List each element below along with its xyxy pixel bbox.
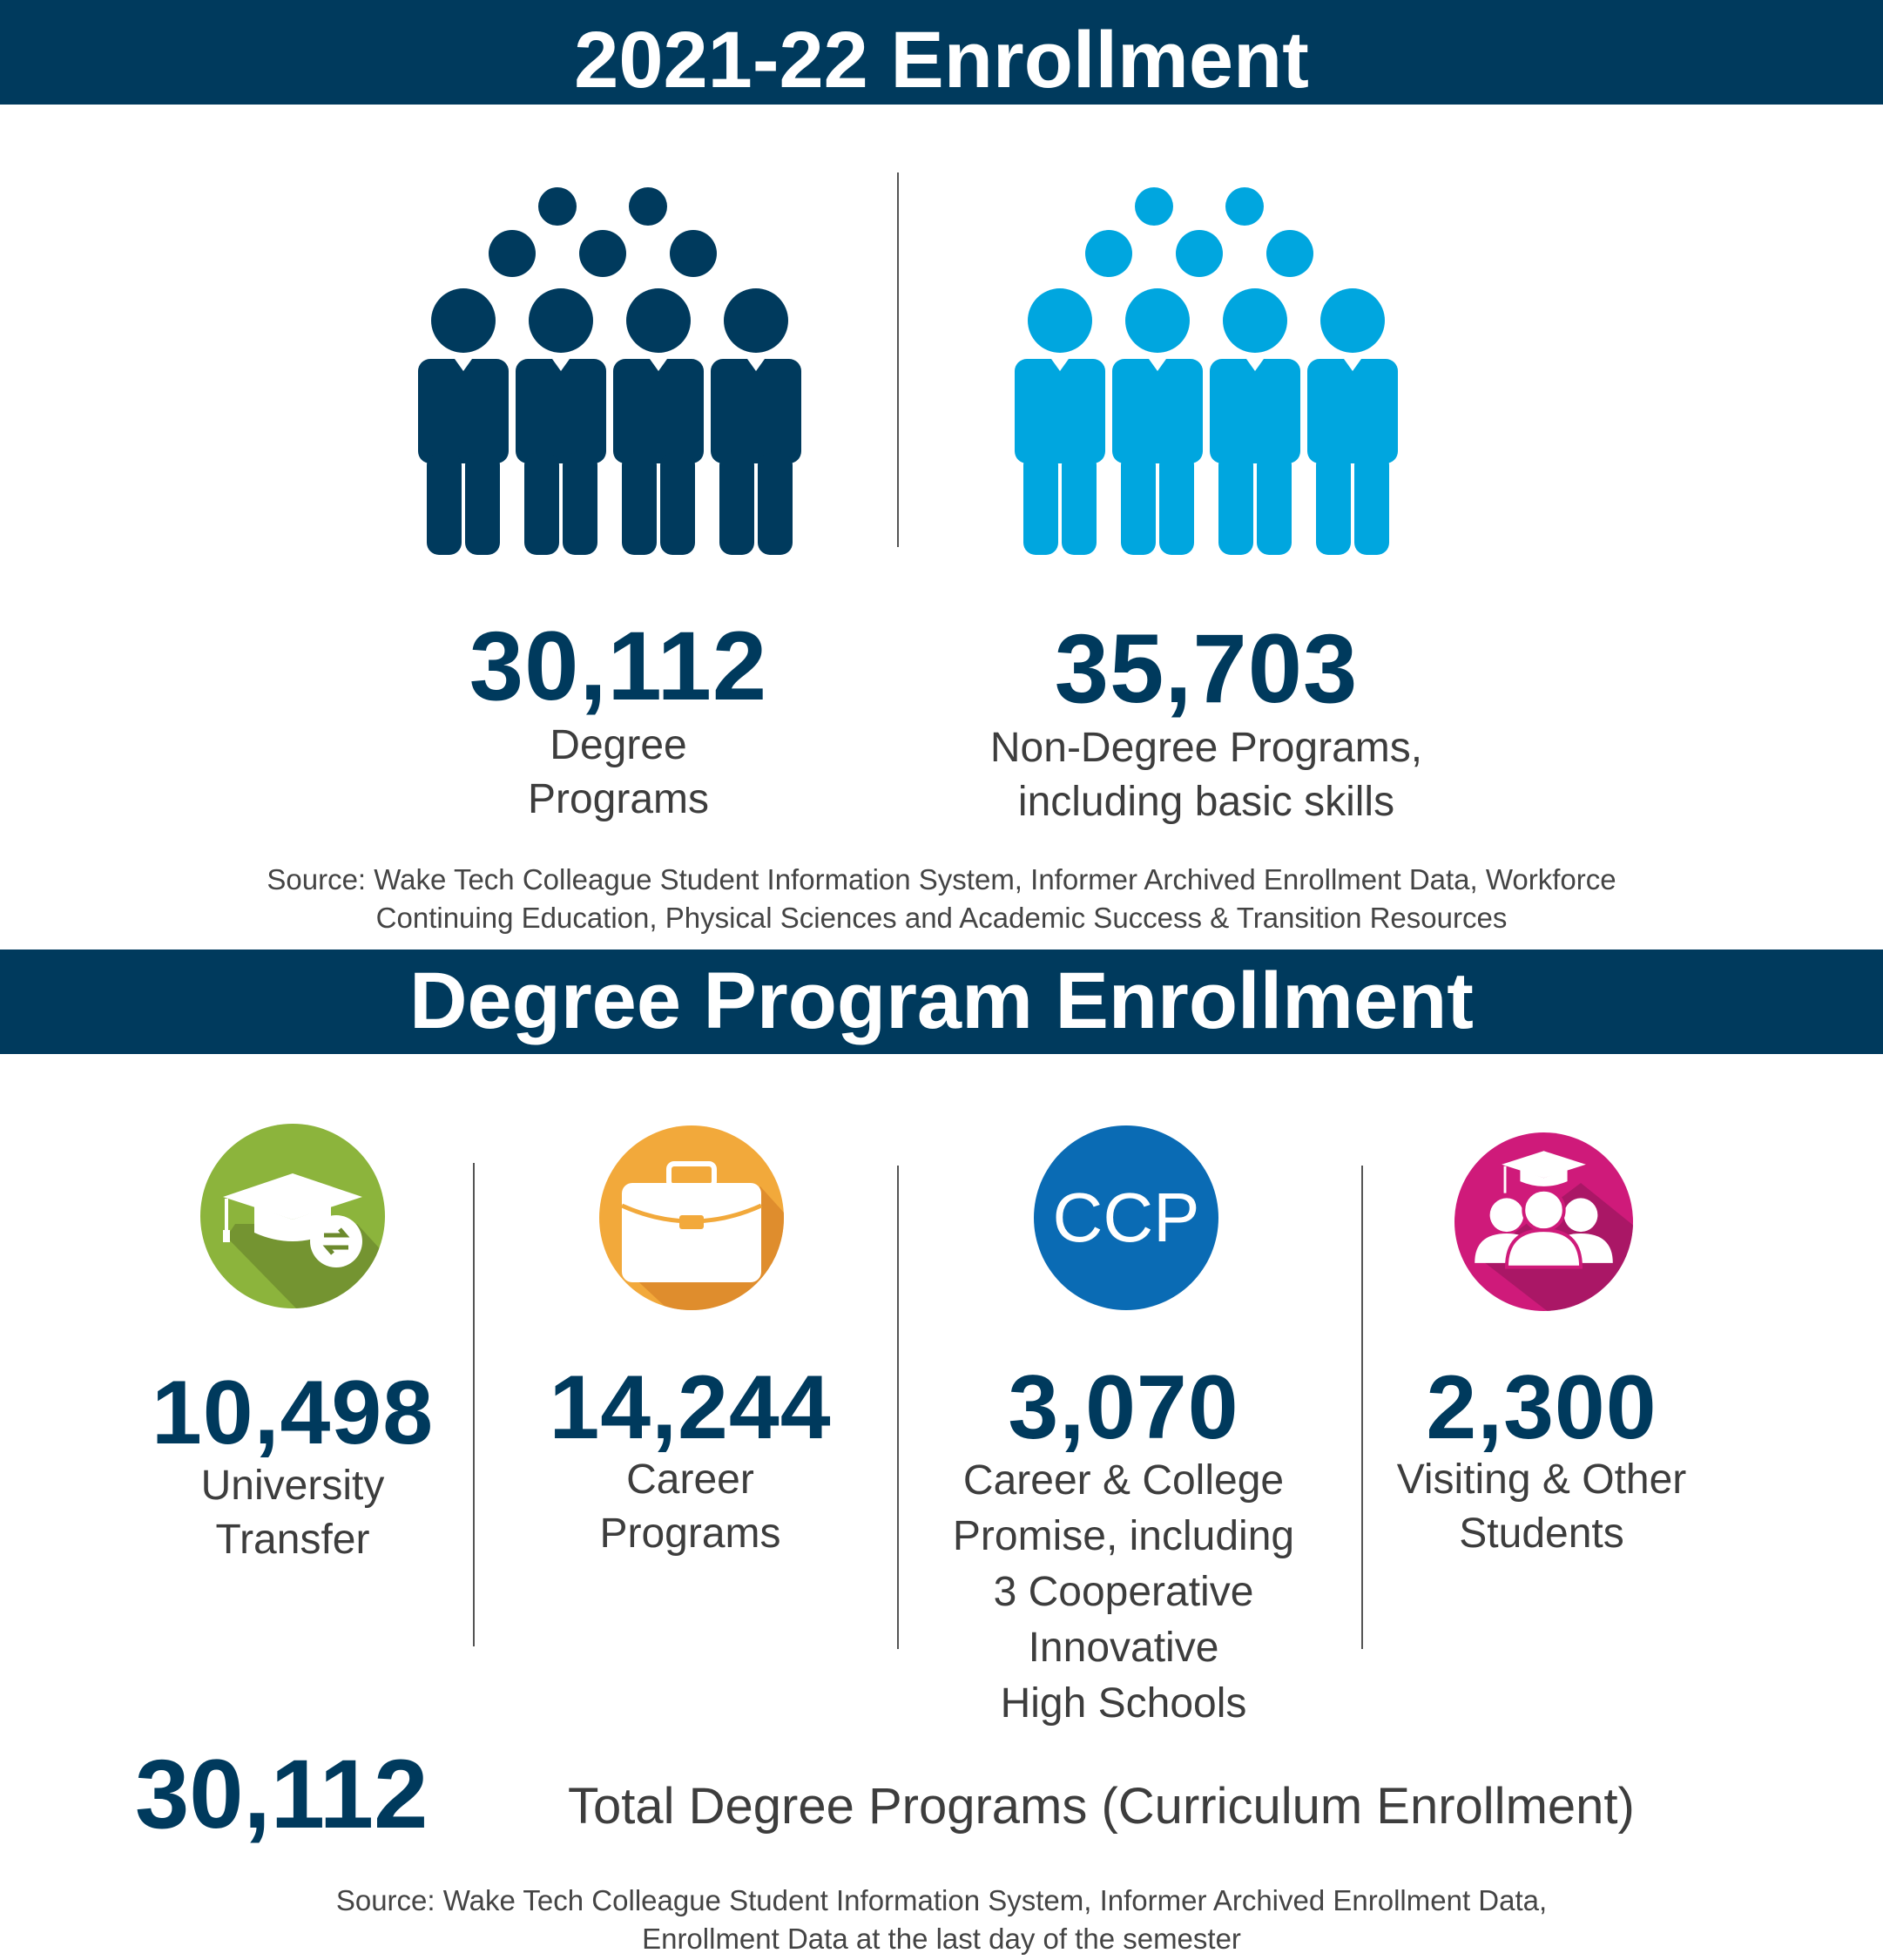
category-line: Innovative: [1028, 1625, 1219, 1671]
non-degree-people-icon: [1006, 174, 1407, 558]
category-line: Promise, including: [952, 1513, 1295, 1559]
career-programs-count: 14,244: [549, 1357, 832, 1458]
non-degree-count: 35,703: [1054, 614, 1359, 723]
degree-label-line1: Degree: [550, 722, 687, 768]
category-line: 3 Cooperative: [993, 1569, 1254, 1615]
visiting-count: 2,300: [1426, 1357, 1657, 1458]
total-count: 30,112: [135, 1740, 429, 1848]
degree-people-icon: [409, 174, 810, 558]
source2-line1: Source: Wake Tech Colleague Student Information System, Informer Archived Enrollment Data,: [335, 1884, 1548, 1916]
degree-label-line2: Programs: [527, 776, 710, 822]
category-line: Transfer: [215, 1517, 370, 1563]
column-divider-1: [473, 1163, 475, 1646]
degree-count: 30,112: [469, 612, 768, 720]
university-transfer-label: [131, 1459, 455, 1567]
visiting-label: [1376, 1453, 1707, 1561]
graduation-cap-transfer-icon: [200, 1124, 385, 1308]
degree-program-banner: [0, 950, 1883, 1054]
degree-program-title: Degree Program Enrollment: [409, 956, 1474, 1045]
career-programs-label: [523, 1453, 858, 1561]
source2-line2: Enrollment Data at the last day of the semester: [642, 1923, 1241, 1955]
enrollment-title: 2021-22 Enrollment: [574, 16, 1309, 105]
category-line: Career: [626, 1456, 754, 1503]
category-line: Career & College: [962, 1457, 1285, 1504]
enrollment-banner: [0, 0, 1883, 105]
non-degree-label-line1: Non-Degree Programs,: [989, 725, 1423, 771]
degree-label: [418, 719, 819, 827]
ccp-icon-text: CCP: [1052, 1179, 1200, 1256]
total-label: Total Degree Programs (Curriculum Enrollment): [568, 1778, 1635, 1835]
category-line: Visiting & Other: [1396, 1456, 1687, 1503]
non-degree-label-line2: including basic skills: [1017, 779, 1395, 825]
ccp-icon: [1034, 1125, 1218, 1310]
source-note-2: [0, 1882, 1883, 1958]
column-divider-3: [1361, 1166, 1363, 1649]
ccp-count: 3,070: [1008, 1357, 1239, 1458]
category-line: Programs: [599, 1511, 781, 1557]
non-degree-label: [945, 721, 1468, 829]
column-divider-2: [897, 1166, 899, 1649]
students-group-icon: [1454, 1132, 1633, 1311]
source1-line1: Source: Wake Tech Colleague Student Information System, Informer Archived Enrollment Data, Workforce: [267, 863, 1616, 896]
category-line: High Schools: [1000, 1680, 1247, 1727]
briefcase-icon: [599, 1125, 784, 1310]
category-line: Students: [1459, 1511, 1624, 1557]
source-note-1: [0, 861, 1883, 937]
university-transfer-count: 10,498: [151, 1362, 435, 1463]
ccp-label: [915, 1453, 1333, 1732]
category-line: University: [200, 1463, 385, 1509]
source1-line2: Continuing Education, Physical Sciences and Academic Success & Transition Resources: [375, 902, 1508, 934]
top-divider: [897, 172, 899, 547]
